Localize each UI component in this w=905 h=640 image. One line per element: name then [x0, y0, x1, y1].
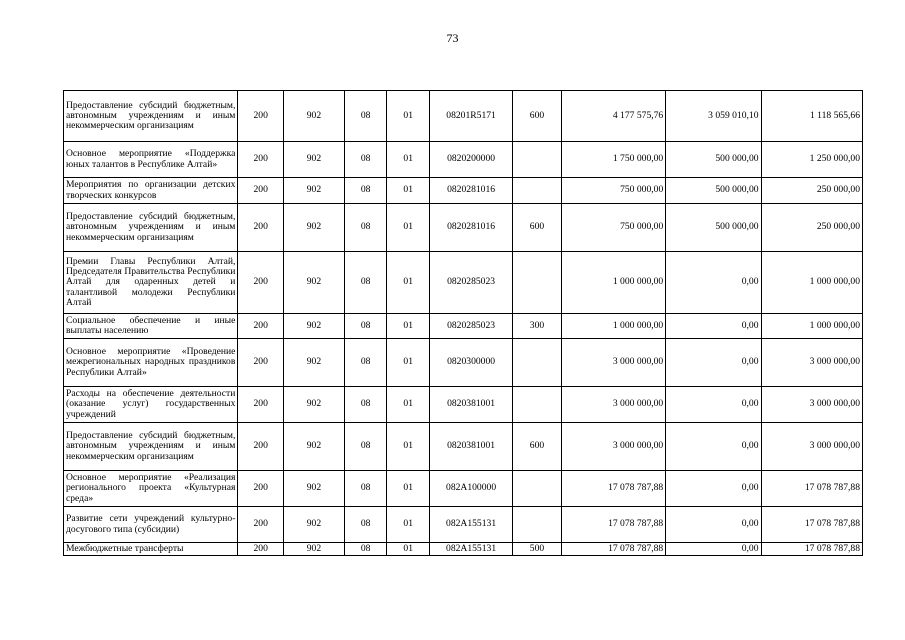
code-target-article: 08201R5171	[430, 91, 513, 142]
amount-total: 750 000,00	[561, 204, 665, 252]
amount-regional: 1 250 000,00	[761, 142, 862, 178]
amount-total: 3 000 000,00	[561, 387, 665, 423]
code-section: 08	[344, 339, 387, 387]
code-gr: 200	[238, 142, 284, 178]
table-row	[64, 507, 863, 543]
code-admin: 902	[284, 339, 345, 387]
code-gr: 200	[238, 339, 284, 387]
code-target-article: 082A155131	[430, 543, 513, 556]
code-subsection: 01	[387, 387, 430, 423]
code-gr: 200	[238, 204, 284, 252]
amount-total: 17 078 787,88	[561, 507, 665, 543]
code-subsection: 01	[387, 204, 430, 252]
code-section: 08	[344, 423, 387, 471]
row-name: Основное мероприятие «Проведение межрегиональных народных праздников Республики Алтай»	[64, 339, 238, 387]
code-gr: 200	[238, 507, 284, 543]
table-row	[64, 91, 863, 142]
code-expense-type: 600	[513, 91, 562, 142]
code-admin: 902	[284, 507, 345, 543]
code-target-article: 0820281016	[430, 204, 513, 252]
code-expense-type	[513, 339, 562, 387]
code-subsection: 01	[387, 91, 430, 142]
code-section: 08	[344, 314, 387, 339]
code-admin: 902	[284, 423, 345, 471]
budget-table	[63, 90, 863, 556]
code-target-article: 0820381001	[430, 423, 513, 471]
code-target-article: 0820285023	[430, 314, 513, 339]
code-gr: 200	[238, 423, 284, 471]
row-name: Мероприятия по организации детских творческих конкурсов	[64, 178, 238, 204]
amount-regional: 1 000 000,00	[761, 314, 862, 339]
code-admin: 902	[284, 252, 345, 314]
code-target-article: 0820381001	[430, 387, 513, 423]
code-subsection: 01	[387, 543, 430, 556]
code-section: 08	[344, 178, 387, 204]
code-gr: 200	[238, 314, 284, 339]
code-admin: 902	[284, 142, 345, 178]
code-gr: 200	[238, 471, 284, 507]
amount-federal: 0,00	[666, 387, 761, 423]
code-admin: 902	[284, 543, 345, 556]
amount-federal: 500 000,00	[666, 204, 761, 252]
row-name: Основное мероприятие «Реализация регионального проекта «Культурная среда»	[64, 471, 238, 507]
code-expense-type: 300	[513, 314, 562, 339]
code-expense-type	[513, 178, 562, 204]
code-gr: 200	[238, 178, 284, 204]
code-target-article: 0820300000	[430, 339, 513, 387]
amount-total: 4 177 575,76	[561, 91, 665, 142]
code-admin: 902	[284, 91, 345, 142]
row-name: Предоставление субсидий бюджетным, автономным учреждениям и иным некоммерческим организациям	[64, 423, 238, 471]
code-section: 08	[344, 91, 387, 142]
amount-total: 1 750 000,00	[561, 142, 665, 178]
code-subsection: 01	[387, 339, 430, 387]
table-row	[64, 543, 863, 556]
code-target-article: 082A100000	[430, 471, 513, 507]
amount-regional: 3 000 000,00	[761, 339, 862, 387]
table-row	[64, 142, 863, 178]
amount-total: 1 000 000,00	[561, 314, 665, 339]
table-row	[64, 423, 863, 471]
amount-regional: 250 000,00	[761, 178, 862, 204]
amount-regional: 17 078 787,88	[761, 507, 862, 543]
code-section: 08	[344, 142, 387, 178]
table-row	[64, 252, 863, 314]
amount-federal: 0,00	[666, 339, 761, 387]
amount-total: 17 078 787,88	[561, 471, 665, 507]
table-row	[64, 471, 863, 507]
row-name: Межбюджетные трансферты	[64, 543, 238, 556]
amount-federal: 0,00	[666, 314, 761, 339]
code-gr: 200	[238, 252, 284, 314]
amount-regional: 1 118 565,66	[761, 91, 862, 142]
amount-federal: 0,00	[666, 252, 761, 314]
code-target-article: 0820281016	[430, 178, 513, 204]
code-expense-type	[513, 142, 562, 178]
row-name: Основное мероприятие «Поддержка юных талантов в Республике Алтай»	[64, 142, 238, 178]
code-expense-type	[513, 387, 562, 423]
code-target-article: 0820200000	[430, 142, 513, 178]
code-section: 08	[344, 507, 387, 543]
code-section: 08	[344, 543, 387, 556]
code-subsection: 01	[387, 252, 430, 314]
code-admin: 902	[284, 387, 345, 423]
amount-federal: 3 059 010,10	[666, 91, 761, 142]
table-row	[64, 204, 863, 252]
code-section: 08	[344, 204, 387, 252]
code-expense-type	[513, 507, 562, 543]
code-expense-type: 500	[513, 543, 562, 556]
code-admin: 902	[284, 471, 345, 507]
code-gr: 200	[238, 387, 284, 423]
code-expense-type	[513, 471, 562, 507]
code-subsection: 01	[387, 423, 430, 471]
amount-federal: 500 000,00	[666, 178, 761, 204]
code-expense-type: 600	[513, 204, 562, 252]
amount-total: 750 000,00	[561, 178, 665, 204]
amount-federal: 0,00	[666, 471, 761, 507]
table-row	[64, 314, 863, 339]
amount-regional: 17 078 787,88	[761, 471, 862, 507]
table-row	[64, 178, 863, 204]
code-admin: 902	[284, 204, 345, 252]
row-name: Развитие сети учреждений культурно-досугового типа (субсидии)	[64, 507, 238, 543]
code-subsection: 01	[387, 142, 430, 178]
table-row	[64, 387, 863, 423]
amount-regional: 17 078 787,88	[761, 543, 862, 556]
amount-regional: 3 000 000,00	[761, 387, 862, 423]
code-admin: 902	[284, 314, 345, 339]
code-section: 08	[344, 387, 387, 423]
amount-total: 17 078 787,88	[561, 543, 665, 556]
code-expense-type	[513, 252, 562, 314]
row-name: Премии Главы Республики Алтай, Председателя Правительства Республики Алтай для одаренных детей и талантливой молодежи Республики Алтай	[64, 252, 238, 314]
amount-regional: 250 000,00	[761, 204, 862, 252]
amount-federal: 0,00	[666, 423, 761, 471]
code-section: 08	[344, 471, 387, 507]
page-number: 73	[446, 31, 459, 45]
amount-total: 3 000 000,00	[561, 339, 665, 387]
amount-federal: 0,00	[666, 543, 761, 556]
code-target-article: 082A155131	[430, 507, 513, 543]
amount-total: 3 000 000,00	[561, 423, 665, 471]
amount-regional: 3 000 000,00	[761, 423, 862, 471]
table-row	[64, 339, 863, 387]
code-gr: 200	[238, 543, 284, 556]
code-gr: 200	[238, 91, 284, 142]
code-subsection: 01	[387, 178, 430, 204]
code-subsection: 01	[387, 507, 430, 543]
code-admin: 902	[284, 178, 345, 204]
code-section: 08	[344, 252, 387, 314]
row-name: Расходы на обеспечение деятельности (оказание услуг) государственных учреждений	[64, 387, 238, 423]
code-target-article: 0820285023	[430, 252, 513, 314]
amount-regional: 1 000 000,00	[761, 252, 862, 314]
code-subsection: 01	[387, 471, 430, 507]
row-name: Предоставление субсидий бюджетным, автономным учреждениям и иным некоммерческим организациям	[64, 91, 238, 142]
code-expense-type: 600	[513, 423, 562, 471]
amount-federal: 500 000,00	[666, 142, 761, 178]
amount-total: 1 000 000,00	[561, 252, 665, 314]
row-name: Предоставление субсидий бюджетным, автономным учреждениям и иным некоммерческим организациям	[64, 204, 238, 252]
code-subsection: 01	[387, 314, 430, 339]
row-name: Социальное обеспечение и иные выплаты населению	[64, 314, 238, 339]
amount-federal: 0,00	[666, 507, 761, 543]
